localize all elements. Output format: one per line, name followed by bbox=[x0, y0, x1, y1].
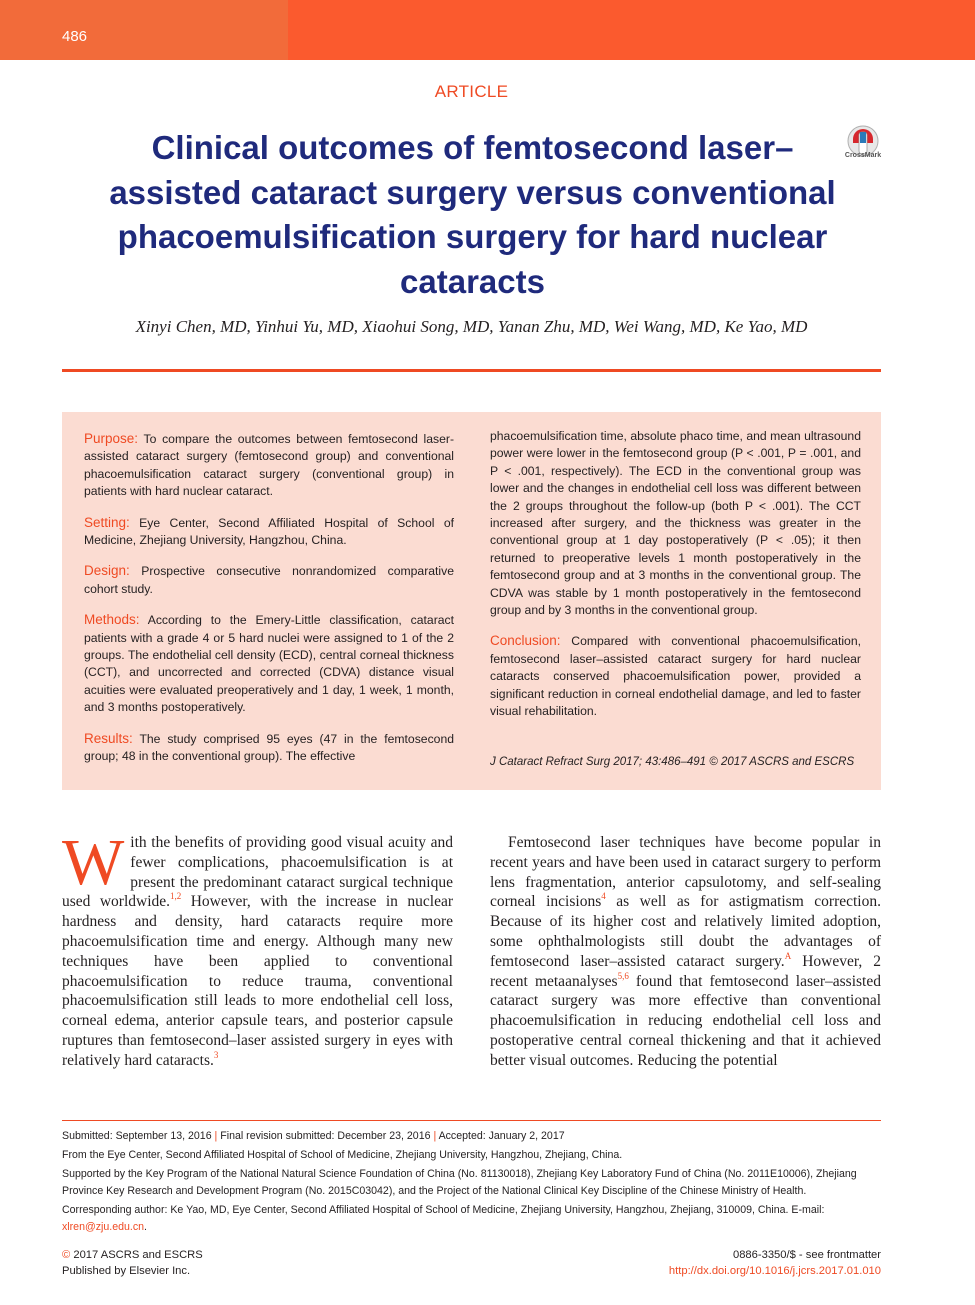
design-heading: Design: bbox=[84, 563, 130, 579]
accepted-date: Accepted: January 2, 2017 bbox=[438, 1130, 565, 1142]
results-text-part2: phacoemulsification time, absolute phaco time, and mean ultrasound power were lower in the femtosecond group (P < .001, P = .001, and P < .001, respectively). The ECD in the conventional group was lower and the changes in endothelial cell loss was different between the 2 groups throughout the follow-up (both P < .001). The CCT increased after surgery, and the thickness was greater in the conventional group at 1 day postoperatively (P < .05); it then returned to preoperative levels 1 month postoperatively in the femtosecond group and at 3 months in the conventional group. The CDVA was stable by 1 month postoperatively in the femtosecond group and by 3 months in the conventional group. bbox=[490, 429, 861, 618]
conclusion-heading: Conclusion: bbox=[490, 633, 561, 649]
copyright-symbol: © bbox=[62, 1249, 71, 1261]
citation-link[interactable]: 4 bbox=[601, 891, 606, 902]
correspondence-text: Corresponding author: Ke Yao, MD, Eye Center, Second Affiliated Hospital of School of Medicine, Zhejiang University, Hangzhou, Zhejiang, 310009, China. E-mail: bbox=[62, 1204, 825, 1216]
page-number: 486 bbox=[62, 28, 88, 45]
citation-link[interactable]: 5,6 bbox=[617, 970, 629, 981]
body-column-right bbox=[490, 833, 881, 1071]
body-right-text-b: as well as for astigmatism correction. Because of its higher cost and relatively limited adoption, some ophthalmologists still doubt the advantages of femtosecond laser–assisted cataract surgery. bbox=[490, 893, 881, 970]
footnote-funding: Supported by the Key Program of the National Natural Science Foundation of China (No. 81130018), Zhejiang Key Laboratory Fund of China (No. 2011E10006), Zhejiang Province Key Research and Development Program (No. 2015C03042), and the Project of the National Clinical Key Discipline of the Chinese Ministry of Health. bbox=[62, 1168, 857, 1197]
title-divider bbox=[62, 369, 881, 372]
revision-date: Final revision submitted: December 23, 2016 bbox=[220, 1130, 431, 1142]
results-text-part1: The study comprised 95 eyes (47 in the femtosecond group; 48 in the conventional group). The effective bbox=[84, 731, 455, 764]
separator: | bbox=[214, 1130, 218, 1142]
abstract-design bbox=[84, 562, 454, 598]
article-title: Clinical outcomes of femtosecond laser–assisted cataract surgery versus conventional phacoemulsification surgery for hard nuclear cataracts bbox=[109, 129, 836, 300]
drop-cap: W bbox=[62, 826, 125, 899]
journal-citation: J Cataract Refract Surg 2017; 43:486–491 © 2017 ASCRS and ESCRS bbox=[490, 756, 855, 768]
body-right-text-d: found that femtosecond laser–assisted cataract surgery was more effective than conventional phacoemulsification in reducing endothelial cell loss and postoperative central corneal thickening and that it achieved better visual outcomes. Reducing the potential bbox=[490, 972, 881, 1069]
citation-link[interactable]: 1,2 bbox=[170, 891, 182, 902]
footnote-divider bbox=[62, 1120, 881, 1121]
author-list: Xinyi Chen, MD, Yinhui Yu, MD, Xiaohui Song, MD, Yanan Zhu, MD, Wei Wang, MD, Ke Yao, MD bbox=[135, 317, 808, 336]
publisher: Published by Elsevier Inc. bbox=[62, 1264, 191, 1277]
results-heading: Results: bbox=[84, 730, 133, 746]
footer-left bbox=[62, 1248, 203, 1279]
body-right-text-c: However, 2 recent metaanalyses bbox=[490, 952, 882, 990]
footer-right bbox=[669, 1248, 881, 1279]
footnote-affiliation: From the Eye Center, Second Affiliated Hospital of School of Medicine, Zhejiang University, Hangzhou, Zhejiang, China. bbox=[62, 1149, 623, 1161]
citation-link[interactable]: A bbox=[784, 950, 792, 961]
section-label: ARTICLE bbox=[434, 82, 509, 101]
abstract-right-column bbox=[490, 428, 861, 734]
copyright-line bbox=[62, 1248, 203, 1264]
purpose-heading: Purpose: bbox=[84, 431, 139, 446]
doi-link[interactable]: http://dx.doi.org/10.1016/j.jcrs.2017.01.010 bbox=[668, 1264, 881, 1277]
issn: 0886-3350/$ - see frontmatter bbox=[732, 1249, 881, 1261]
footnote-dates bbox=[62, 1128, 881, 1145]
crossmark-label: CrossMark bbox=[844, 152, 882, 159]
abstract-results bbox=[84, 730, 454, 766]
methods-heading: Methods: bbox=[84, 612, 140, 628]
setting-heading: Setting: bbox=[84, 514, 130, 530]
header-bar-right bbox=[288, 0, 975, 60]
body-column-left bbox=[62, 826, 453, 1071]
design-text: Prospective consecutive nonrandomized comparative cohort study. bbox=[84, 564, 455, 596]
header-bar-left bbox=[0, 0, 288, 60]
setting-text: Eye Center, Second Affiliated Hospital of School of Medicine, Zhejiang University, Hangzhou, China. bbox=[84, 515, 454, 548]
abstract-conclusion bbox=[490, 632, 861, 720]
purpose-text: To compare the outcomes between femtosecond laser-assisted cataract surgery (femtosecond group) and conventional phacoemulsification cataract surgery (conventional group) in patients with hard nuclear cataract. bbox=[84, 432, 455, 499]
header-bar bbox=[0, 0, 975, 60]
methods-text: According to the Emery-Little classification, cataract patients with a grade 4 or 5 hard nuclei were assigned to 1 of the 2 groups. The endothelial cell density (ECD), central corneal thickness (CCT), and uncorrected and corrected (CDVA) distance visual acuities were evaluated preoperatively and 1 day, 1 week, 1 month, and 3 months postoperatively. bbox=[84, 613, 455, 715]
body-right-text-a: Femtosecond laser techniques have become popular in recent years and have been used in cataract surgery to perform lens fragmentation, anterior capsulotomy, and self-sealing corneal incisions bbox=[490, 834, 881, 911]
abstract-setting bbox=[84, 514, 454, 550]
separator: | bbox=[433, 1130, 437, 1142]
submitted-date: Submitted: September 13, 2016 bbox=[62, 1130, 212, 1142]
copyright-text: 2017 ASCRS and ESCRS bbox=[70, 1249, 203, 1261]
abstract-purpose bbox=[84, 430, 454, 501]
citation-link[interactable]: 3 bbox=[213, 1049, 219, 1060]
body-left-text-b: However, with the increase in nuclear hardness and density, hard cataracts require more phacoemulsification time and energy. Although many new techniques have been applied to conventional phacoemulsification to reduce trauma, conventional phacoemulsification still leads to more endothelial cell loss, corneal edema, anterior capsule tears, and posterior capsule ruptures than femtosecond–laser assisted surgery in eyes with relatively hard cataracts. bbox=[62, 893, 453, 1069]
email-link[interactable]: xlren@zju.edu.cn bbox=[62, 1221, 145, 1233]
correspondence-end: . bbox=[144, 1221, 147, 1233]
abstract-methods bbox=[84, 611, 454, 716]
body-left-text-a: ith the benefits of providing good visual acuity and fewer complications, phacoemulsification is at present the predominant cataract surgical technique used worldwide. bbox=[62, 834, 453, 911]
abstract-left-column bbox=[84, 430, 454, 779]
conclusion-text: Compared with conventional phacoemulsification, femtosecond laser–assisted cataract surgery for hard nuclear cataracts conserved phacoemulsification power, provided a significant reduction in corneal endothelial damage, and led to faster visual rehabilitation. bbox=[490, 634, 861, 719]
footnote-correspondence bbox=[62, 1202, 881, 1236]
